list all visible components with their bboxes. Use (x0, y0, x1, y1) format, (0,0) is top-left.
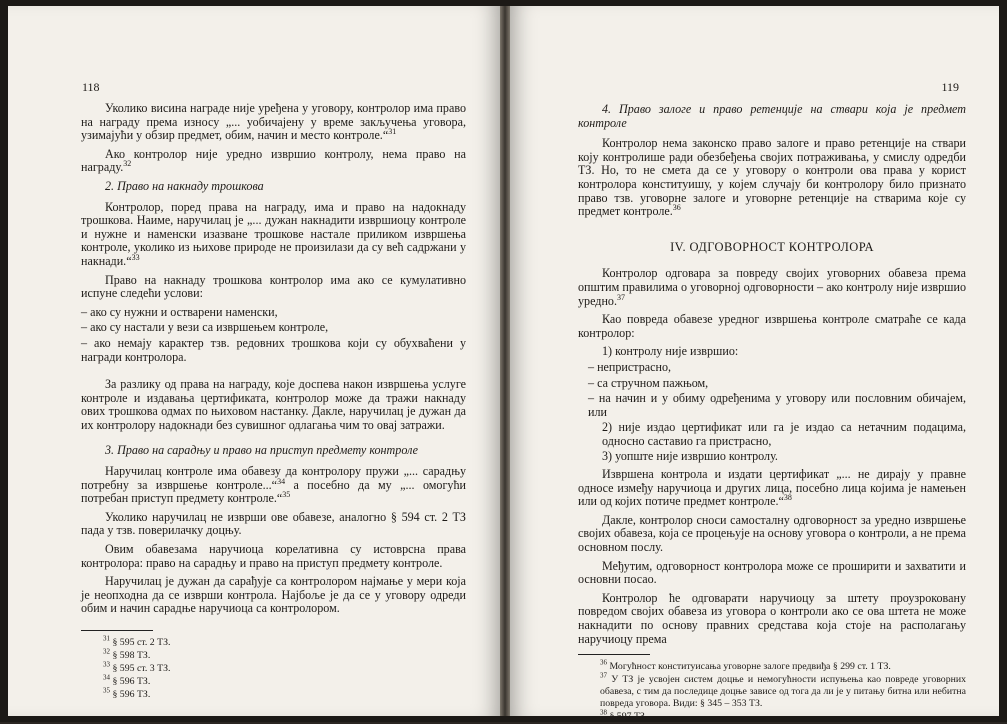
list-item: 1) контролу није извршио: (602, 344, 739, 359)
paragraph: Контролор ће одговарати наручиоцу за штету проузроковану повредом својих обавеза из уговора о контроли ако се ова штета не може накнадити по основу правних средстава која стоје на располагању наручиоцу према (578, 590, 966, 646)
footnote-ref: 31 (388, 127, 397, 137)
right-page (510, 6, 999, 723)
breach-list (578, 345, 966, 464)
paragraph: Дакле, контролор сноси самосталну одговорност за уредно извршење својих обавеза, која се процењује на основу уговора о контроли, а не према основном послу. (578, 512, 966, 555)
page-number-left: 118 (82, 80, 100, 94)
footnote: $^{37}$ У ТЗ је усвојен систем доцње и немогућности испуњења као повреде уговорних обавеза, с тим да последице доцње зависе од тога да ли је у питању битна или небитна повреда уговора. Види: § 345 – 353 ТЗ. (600, 671, 966, 710)
footnote-ref: 36 (672, 203, 681, 213)
footnote-ref: 35 (282, 490, 291, 500)
conditions-list (81, 306, 466, 364)
paragraph: Као повреда обавезе уредног извршења контроле сматраће се када контролор: (578, 312, 966, 340)
paragraph: Уколико наручилац не изврши ове обавезе, аналогно § 594 ст. 2 ТЗ пада у тзв. поверилачку доцњу. (81, 509, 466, 538)
list-item: – ако су нужни и остварени наменски, (81, 304, 278, 319)
paragraph: За разлику од права на награду, које доспева након извршења услуге контроле и издавања цертификата, контролор може да тражи накнаду ових трошкова одмах по њиховом настанку. Дакле, наручилац је дужан да их контролору надокнади без сувишног одлагања чим то овај затражи. (81, 377, 466, 432)
footnote-ref: 37 (617, 292, 625, 302)
footnote-divider (81, 630, 153, 631)
paragraph: Извршена контрола и издати цертификат „... не дирају у правне односе између наручиоца и других лица, посебно лица којима је намењен или од којих потиче предмет контроле.“$^{38}$ (578, 467, 966, 509)
left-page-text (81, 102, 466, 702)
footnote-ref: 34 (277, 476, 286, 486)
footnote-divider (578, 654, 650, 655)
list-item: – ако немају карактер тзв. редовних трошкова који су обухваћени у награди контролора. (81, 335, 466, 364)
paragraph: Уколико висина награде није уређена у уговору, контролор има право на награду према износу „... уобичајену у време закључења уговора, узимајући у обзир предмет, обим, начин и место контроле.“$^{31}$ (81, 101, 466, 143)
book-gutter (500, 6, 510, 716)
left-page (8, 6, 501, 716)
paragraph: Ако контролор није уредно извршио контролу, нема право на награду.$^{32}$ (81, 146, 466, 175)
footnote-ref: 32 (123, 159, 132, 169)
list-item: 3) уопште није извршио контролу. (602, 449, 778, 464)
section-heading: 3. Право на сарадњу и право на приступ предмету контроле (105, 443, 419, 458)
paragraph: Контролор одговара за повреду својих уговорних обавеза према општим правилима о уговорној одговорности – ако контролу није извршио уредно.$^{37}$ (578, 266, 966, 308)
paragraph: Међутим, одговорност контролора може се проширити и захватити и основни посао. (578, 558, 966, 587)
footnote-ref: 33 (131, 252, 140, 262)
paragraph: Наручилац је дужан да сарађује са контролором најмање у мери која је неопходна да се изврши контрола. Најбоље је да се у уговору одреди обим и начин сарадње наручиоца са контролором. (81, 574, 466, 616)
footnote: $^{36}$ Могућност конституисања уговорне залоге предвиђа § 299 ст. 1 ТЗ. (600, 658, 891, 673)
footnote: $^{32}$ § 598 ТЗ. (103, 647, 151, 661)
paragraph: Право на накнаду трошкова контролор има ако се кумулативно испуне следећи услови: (81, 272, 466, 301)
right-page-text (578, 103, 966, 724)
footnote: $^{35}$ § 596 ТЗ. (103, 686, 151, 700)
footnote: $^{38}$ § 597 ТЗ. (600, 708, 648, 723)
footnote: $^{34}$ § 596 ТЗ. (103, 673, 151, 687)
paragraph: Наручилац контроле има обавезу да контролору пружи „... сарадњу потребну за извршење контроле...“$^{34}$ а посебно да му „... омогући потребан приступ предмету контроле.“$^{35}$ (81, 464, 466, 506)
list-item: – на начин и у обиму одређенима у уговору или пословним обичајем, или (588, 391, 966, 419)
paragraph: Контролор нема законско право залоге и право ретенције на ствари коју контролише ради обезбеђења својих потраживања, у смислу одредби ТЗ. Но, то не смета да се у уговору о контроли ова права у корист контролора конституишу, у којем случају би контролору било признато право тзв. уговорне залоге и уговорне ретенције на стварима које су предмет контроле.$^{36}$ (578, 136, 966, 219)
list-item: – ако су настали у вези са извршењем контроле, (81, 320, 329, 335)
footnote-ref: 38 (783, 493, 792, 503)
chapter-title: IV. ОДГОВОРНОСТ КОНТРОЛОРА (670, 239, 874, 254)
list-item: 2) није издао цертификат или га је издао са нетачним подацима, односно саставио га пристрасно, (602, 420, 966, 448)
section-heading: 4. Право залоге и право ретенције на ствари која је предмет контроле (578, 102, 966, 130)
paragraph: Контролор, поред права на награду, има и право на надокнаду трошкова. Наиме, наручилац је „... дужан накнадити извршиоцу контроле и нужне и наменски изазване трошкове настале приликом извршења контроле, уколико из њихове природе не произилази да су већ садржани у накнади.“$^{33}$ (81, 199, 466, 268)
footnote: $^{31}$ § 595 ст. 2 ТЗ. (103, 634, 171, 648)
list-item: – са стручном пажњом, (588, 375, 709, 390)
section-heading: 2. Право на накнаду трошкова (105, 178, 264, 193)
list-item: – непристрасно, (588, 359, 672, 374)
page-number-right: 119 (941, 80, 959, 94)
paragraph: Овим обавезама наручиоца корелативна су истоврсна права контролора: право на сарадњу и право на приступ предмету контроле. (81, 542, 466, 570)
footnote: $^{33}$ § 595 ст. 3 ТЗ. (103, 660, 171, 674)
